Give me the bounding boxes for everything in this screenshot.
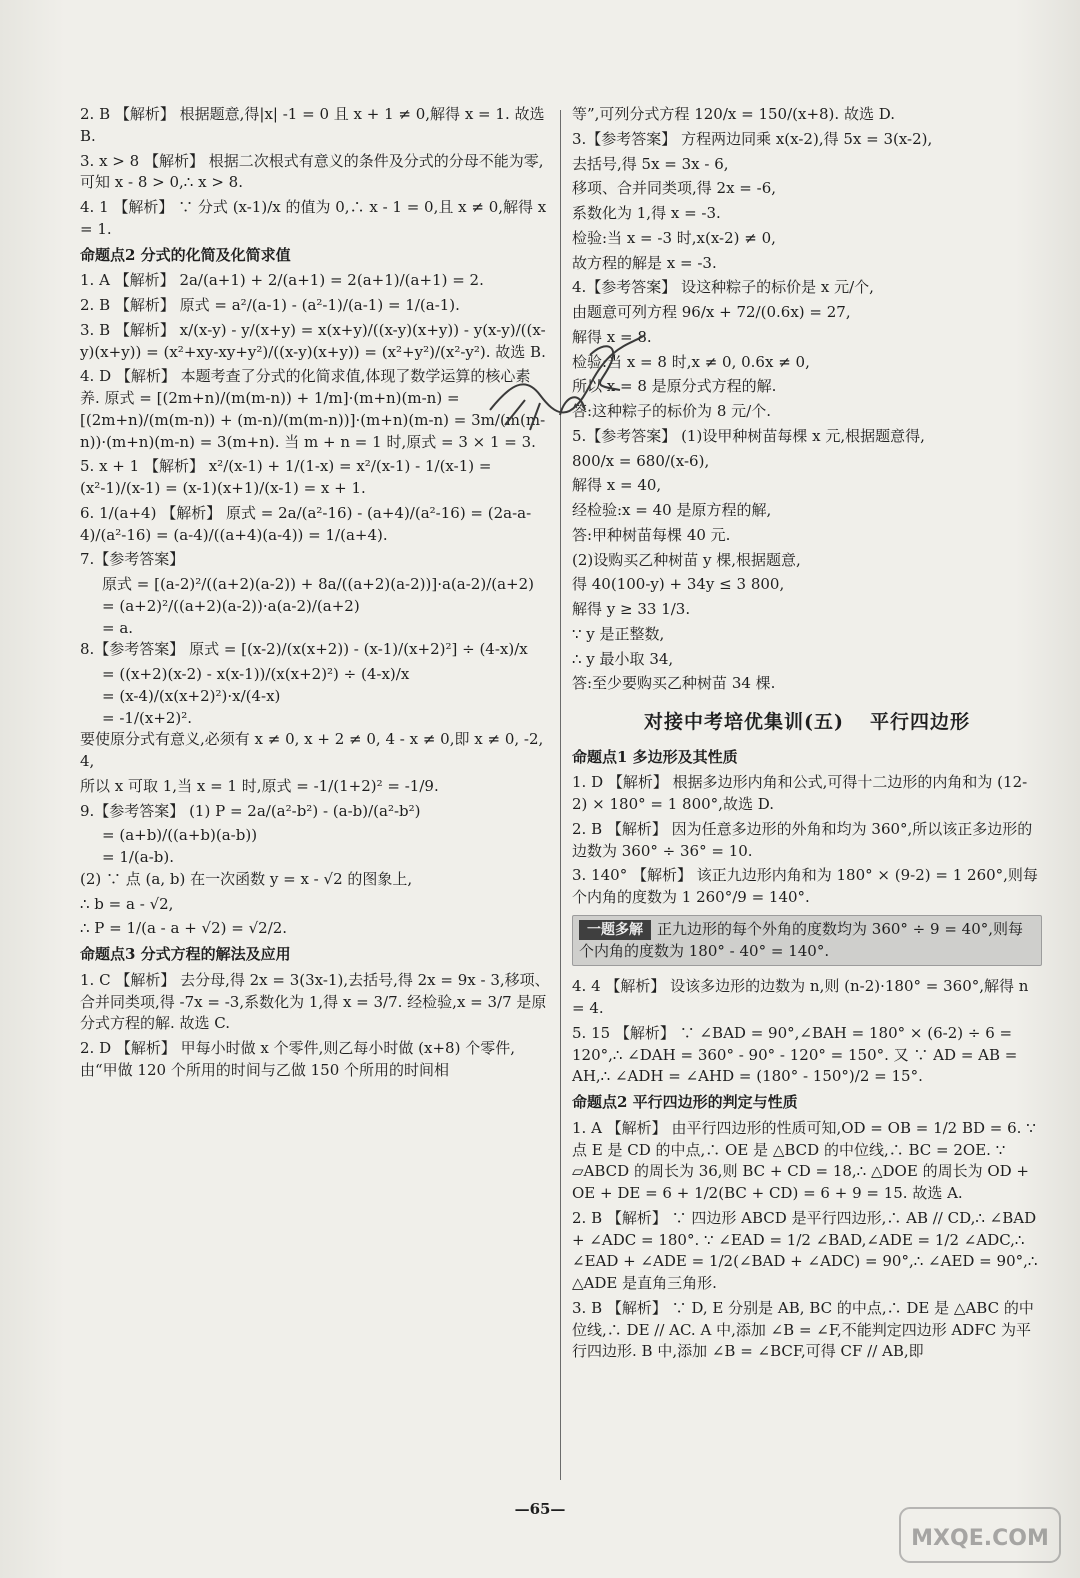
answer-line: ∵ y 是正整数, [572, 624, 665, 643]
answer-line: 2. B 【解析】 因为任意多边形的外角和均为 360°,所以该正多边形的边数为 360° ÷ 36° = 10. [572, 819, 1033, 860]
answer-line: 4.【参考答案】 设这种粽子的标价是 x 元/个, [572, 278, 874, 297]
topic-heading: 命题点2 分式的化简及化简求值 [80, 245, 291, 264]
answer-line: 3. x > 8 【解析】 根据二次根式有意义的条件及分式的分母不能为零,可知 x - 8 > 0,∴ x > 8. [80, 151, 544, 192]
answer-line: 2. B 【解析】 根据题意,得|x| -1 = 0 且 x + 1 ≠ 0,解得 x = 1. 故选 B. [80, 105, 545, 145]
answer-line: 解得 x = 8. [572, 327, 652, 346]
answer-line: 要使原分式有意义,必须有 x ≠ 0, x + 2 ≠ 0, 4 - x ≠ 0,即 x ≠ 0, -2, 4, [80, 730, 544, 770]
answer-line: ∴ P = 1/(a - a + √2) = √2/2. [80, 919, 288, 938]
answer-line: 4. D 【解析】 本题考查了分式的化简求值,体现了数学运算的核心素养. 原式 = [(2m+n)/(m(m-n)) + 1/m]·(m+n)(m-n) = [(2m+n)/(m(m-n)) + (m-n)/(m(m-n))]·(m+n)(m-n) = 3m/(m(m-n))·(m+n)(m-n) = 3(m+n). 当 m + n = 1 时,原式 = 3 × 1 = 3. [80, 367, 546, 451]
topic-heading: 命题点2 平行四边形的判定与性质 [572, 1093, 798, 1112]
topic-heading: 命题点3 分式方程的解法及应用 [80, 945, 291, 963]
section-title-main: 对接中考培优集训(五) [644, 711, 844, 733]
answer-line: 2. B 【解析】 ∵ 四边形 ABCD 是平行四边形,∴ AB // CD,∴ ∠BAD + ∠ADC = 180°. ∵ ∠EAD = 1/2 ∠BAD,∠ADE = 1/2 ∠ADC,∴ ∠EAD + ∠ADE = 1/2(∠BAD + ∠ADC) = 90°,∴ ∠AED = 90°,∴ △ADE 是直角三角形. [572, 1208, 1038, 1293]
formula-line: = 1/(a-b). [102, 848, 175, 866]
answer-line: (2)设购买乙种树苗 y 棵,根据题意, [572, 550, 801, 569]
answer-line: ∴ b = a - √2, [80, 894, 174, 913]
section-title-sub: 平行四边形 [869, 711, 970, 733]
answer-line: 9.【参考答案】 (1) P = 2a/(a²-b²) - (a-b)/(a²-b²) [80, 801, 421, 820]
handwritten-scribble [470, 315, 660, 450]
formula-line: 原式 = [(a-2)²/((a+2)(a-2)) + 8a/((a+2)(a-2))]·a(a-2)/(a+2) [102, 575, 535, 593]
section-title [572, 709, 1042, 737]
answer-line: 7.【参考答案】 [80, 550, 185, 569]
answer-line: 由题意可列方程 96/x + 72/(0.6x) = 27, [572, 303, 851, 321]
answer-line: 5. x + 1 【解析】 x²/(x-1) + 1/(1-x) = x²/(x-1) - 1/(x-1) = (x²-1)/(x-1) = (x-1)(x+1)/(x-1) = x + 1. [80, 457, 492, 497]
answer-line: 2. D 【解析】 甲每小时做 x 个零件,则乙每小时做 (x+8) 个零件,由“甲做 120 个所用的时间与乙做 150 个所用的时间相 [80, 1039, 515, 1079]
mxqe-watermark-logo [890, 1500, 1070, 1570]
formula-line: = (a+b)/((a+b)(a-b)) [102, 826, 258, 845]
formula-line: = (a+2)²/((a+2)(a-2))·a(a-2)/(a+2) [102, 596, 360, 615]
answer-line: 所以 x = 8 是原分式方程的解. [572, 377, 777, 396]
answer-line: 3. 140° 【解析】 该正九边形内角和为 180° × (9-2) = 1 260°,则每个内角的度数为 1 260°/9 = 140°. [572, 866, 1038, 907]
answer-line: 移项、合并同类项,得 2x = -6, [572, 179, 777, 198]
page-number: —65— [514, 1500, 566, 1518]
answer-line: 1. D 【解析】 根据多边形内角和公式,可得十二边形的内角和为 (12-2) × 180° = 1 800°,故选 D. [572, 773, 1028, 814]
formula-line: = a. [102, 618, 134, 637]
formula-line: = ((x+2)(x-2) - x(x-1))/(x(x+2)²) ÷ (4-x)/x [102, 665, 410, 683]
answer-line: 经检验:x = 40 是原方程的解, [572, 501, 772, 519]
right-column-polygons [572, 747, 1042, 909]
multiple-solutions-badge: 一题多解 [579, 920, 651, 940]
formula-line: = -1/(x+2)². [102, 708, 193, 727]
answer-line: 5.【参考答案】 (1)设甲种树苗每棵 x 元,根据题意得, [572, 426, 925, 445]
answer-line: 检验:当 x = 8 时,x ≠ 0, 0.6x ≠ 0, [572, 352, 810, 371]
answer-line: 4. 1 【解析】 ∵ 分式 (x-1)/x 的值为 0,∴ x - 1 = 0,且 x ≠ 0,解得 x = 1. [80, 198, 547, 238]
answer-line: 解得 x = 40, [572, 476, 662, 495]
answer-line: 答:至少要购买乙种树苗 34 棵. [572, 674, 776, 693]
answer-line: 8.【参考答案】 原式 = [(x-2)/(x(x+2)) - (x-1)/(x+2)²] ÷ (4-x)/x [80, 640, 528, 659]
answer-line: 1. A 【解析】 由平行四边形的性质可知,OD = OB = 1/2 BD = 6. ∵ 点 E 是 CD 的中点,∴ OE 是 △BCD 的中位线,∴ BC = 2OE. ∵ ▱ABCD 的周长为 36,则 BC + CD = 18,∴ △DOE 的周长为 OD + OE + DE = 6 + 1/2(BC + CD) = 6 + 9 = 15. 故选 A. [572, 1118, 1036, 1203]
answer-line: 4. 4 【解析】 设该多边形的边数为 n,则 (n-2)·180° = 360°,解得 n = 4. [572, 977, 1029, 1018]
answer-line: 解得 y ≥ 33 1/3. [572, 600, 691, 618]
answer-line: 5. 15 【解析】 ∵ ∠BAD = 90°,∠BAH = 180° × (6-2) ÷ 6 = 120°,∴ ∠DAH = 360° - 90° - 120° = 150°. 又 ∵ AD = AB = AH,∴ ∠ADH = ∠AHD = (180° - 150°)/2 = 15°. [572, 1023, 1018, 1086]
svg-text:MXQE.COM: MXQE.COM [911, 1526, 1049, 1551]
right-column [572, 104, 1042, 1366]
answer-line: 所以 x 可取 1,当 x = 1 时,原式 = -1/(1+2)² = -1/9. [80, 776, 439, 795]
answer-line: 800/x = 680/(x-6), [572, 451, 710, 470]
answer-line: 检验:当 x = -3 时,x(x-2) ≠ 0, [572, 228, 776, 247]
answer-line: 3. B 【解析】 ∵ D, E 分别是 AB, BC 的中点,∴ DE 是 △ABC 的中位线,∴ DE // AC. A 中,添加 ∠B = ∠F,不能判定四边形 ADFC 为平行四边形. B 中,添加 ∠B = ∠BCF,可得 CF // AB,即 [572, 1298, 1034, 1361]
answer-line: 等”,可列分式方程 120/x = 150/(x+8). 故选 D. [572, 105, 895, 123]
right-column-parallelograms [572, 976, 1042, 1363]
multiple-solutions-text: 正九边形的每个外角的度数均为 360° ÷ 9 = 40°,则每个内角的度数为 180° - 40° = 140°. [579, 919, 1024, 960]
answer-line: 2. B 【解析】 原式 = a²/(a-1) - (a²-1)/(a-1) = 1/(a-1). [80, 296, 460, 314]
answer-line: 3. B 【解析】 x/(x-y) - y/(x+y) = x(x+y)/((x-y)(x+y)) - y(x-y)/((x-y)(x+y)) = (x²+xy-xy+y²)/((x-y)(x+y)) = (x²+y²)/(x²-y²). 故选 B. [80, 320, 546, 361]
answer-line: 1. A 【解析】 2a/(a+1) + 2/(a+1) = 2(a+1)/(a+1) = 2. [80, 271, 484, 290]
answer-line: 去括号,得 5x = 3x - 6, [572, 154, 729, 173]
answer-line: ∴ y 最小取 34, [572, 649, 674, 668]
answer-line: 得 40(100-y) + 34y ≤ 3 800, [572, 575, 785, 594]
multiple-solutions-box [572, 915, 1042, 967]
answer-line: 答:这种粽子的标价为 8 元/个. [572, 402, 771, 420]
answer-line: 6. 1/(a+4) 【解析】 原式 = 2a/(a²-16) - (a+4)/(a²-16) = (2a-a-4)/(a²-16) = (a-4)/((a+4)(a-4)) = 1/(a+4). [80, 503, 532, 544]
answer-line: 答:甲种树苗每棵 40 元. [572, 525, 731, 544]
answer-line: 系数化为 1,得 x = -3. [572, 204, 721, 222]
answer-line: 故方程的解是 x = -3. [572, 253, 717, 272]
answer-line: (2) ∵ 点 (a, b) 在一次函数 y = x - √2 的图象上, [80, 869, 413, 888]
answer-line: 1. C 【解析】 去分母,得 2x = 3(3x-1),去括号,得 2x = 9x - 3,移项、合并同类项,得 -7x = -3,系数化为 1,得 x = 3/7. 经检验,x = 3/7 是原分式方程的解. 故选 C. [80, 970, 550, 1033]
topic-heading: 命题点1 多边形及其性质 [572, 747, 738, 766]
formula-line: = (x-4)/(x(x+2)²)·x/(4-x) [102, 686, 281, 705]
left-column [80, 104, 550, 1085]
answer-line: 3.【参考答案】 方程两边同乘 x(x-2),得 5x = 3(x-2), [572, 129, 933, 148]
